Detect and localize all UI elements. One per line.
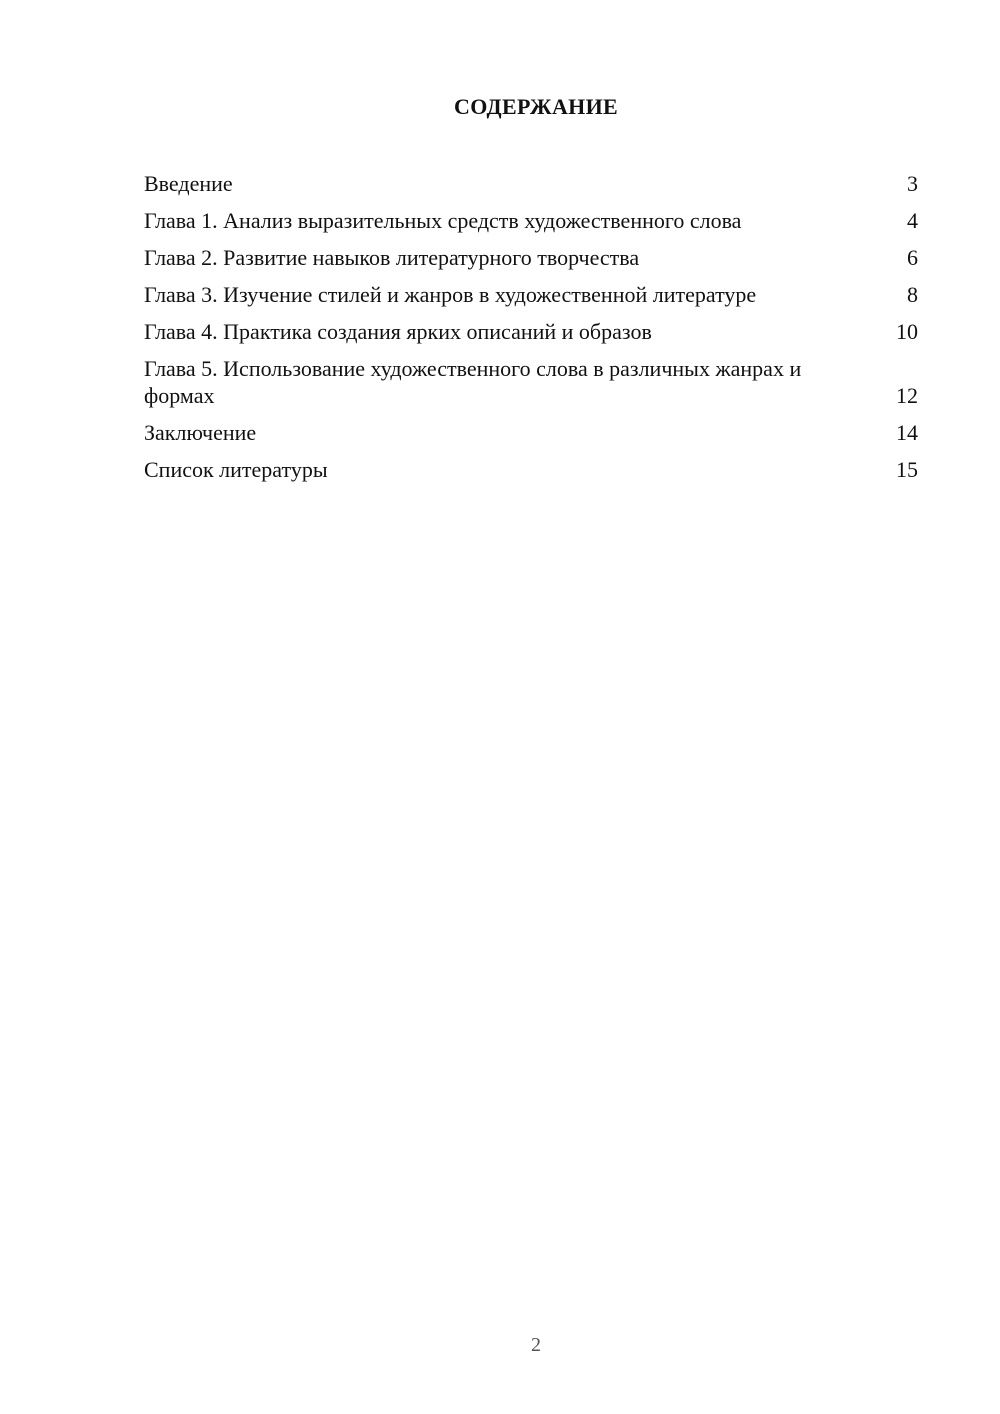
toc-entry-introduction[interactable] bbox=[144, 170, 918, 197]
toc-entry-page: 10 bbox=[896, 319, 918, 344]
toc-entry-label: Глава 5. Использование художественного слова в различных жанрах и формах bbox=[144, 356, 802, 408]
toc-entry-page: 4 bbox=[907, 208, 918, 233]
toc-entry-page: 3 bbox=[907, 171, 918, 196]
toc-entry-label: Список литературы bbox=[144, 457, 328, 482]
toc-entry-page: 12 bbox=[896, 383, 918, 408]
toc-entry-chapter-1[interactable] bbox=[144, 207, 918, 234]
toc-entry-chapter-3[interactable] bbox=[144, 281, 918, 308]
toc-entry-chapter-2[interactable] bbox=[144, 244, 918, 271]
toc-entry-label: Глава 2. Развитие навыков литературного творчества bbox=[144, 245, 640, 270]
toc-entry-references[interactable] bbox=[144, 456, 918, 483]
page-title: СОДЕРЖАНИЕ bbox=[454, 94, 618, 119]
toc-entry-chapter-5[interactable] bbox=[144, 355, 918, 409]
toc-entry-label: Введение bbox=[144, 171, 233, 196]
toc-entry-label: Глава 1. Анализ выразительных средств художественного слова bbox=[144, 208, 742, 233]
toc-entry-conclusion[interactable] bbox=[144, 419, 918, 446]
toc-entry-page: 15 bbox=[896, 457, 918, 482]
toc-entry-chapter-4[interactable] bbox=[144, 318, 918, 345]
toc-entry-label: Глава 4. Практика создания ярких описаний и образов bbox=[144, 319, 652, 344]
toc-entry-label: Глава 3. Изучение стилей и жанров в художественной литературе bbox=[144, 282, 757, 307]
toc-entry-page: 8 bbox=[907, 282, 918, 307]
toc-entry-page: 6 bbox=[907, 245, 918, 270]
toc-entry-label: Заключение bbox=[144, 420, 257, 445]
page-number: 2 bbox=[531, 1334, 541, 1356]
toc-entry-page: 14 bbox=[896, 420, 918, 445]
table-of-contents bbox=[144, 170, 918, 493]
